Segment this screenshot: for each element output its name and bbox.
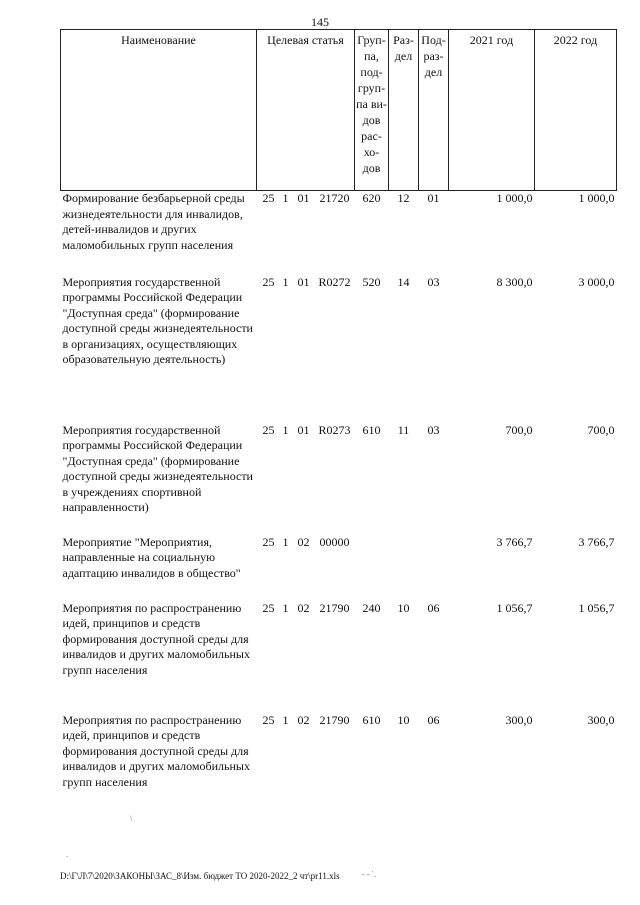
row-target-code [257, 601, 355, 713]
page-number: 145 [311, 15, 329, 29]
row-subsection [419, 535, 449, 601]
row-name: Мероприятия по распространению идей, принципов и средств формирования доступной среды для инвалидов и других маломобильных групп населения [62, 712, 250, 789]
code-direction: 21790 [319, 712, 350, 727]
code-event: 01 [297, 191, 310, 205]
row-subsection: 06 [427, 712, 440, 727]
row-name: Мероприятия по распространению идей, принципов и средств формирования доступной среды для инвалидов и других маломобильных групп населения [62, 600, 250, 677]
row-name: Мероприятие "Мероприятия, направленные на социальную адаптацию инвалидов в общество" [62, 534, 241, 580]
row-2022: 1 056,7 [578, 600, 615, 615]
row-group: 610 [362, 712, 381, 727]
row-target-code [257, 713, 355, 813]
table-row [61, 191, 617, 275]
table-row [61, 601, 617, 713]
code-direction: 21720 [319, 191, 350, 205]
row-2021: 300,0 [505, 712, 533, 727]
code-program: 25 [262, 191, 275, 205]
table-row [61, 423, 617, 535]
file-path-footer: D:\Г\Л\7\2020\ЗАКОНЫ\ЗАС_8\Изм. бюджет ТО 2020-2022_2 чт\pr11.xls [60, 871, 340, 881]
row-2021: 700,0 [505, 422, 533, 437]
row-2022: 1 000,0 [578, 191, 615, 205]
scan-speck: - - `. [362, 870, 376, 879]
header-subsection: Под-раз-дел [419, 30, 449, 191]
row-group: 610 [362, 422, 381, 437]
table-row [61, 275, 617, 423]
code-event: 02 [297, 534, 310, 549]
row-target-code [257, 423, 355, 535]
row-target-code [257, 535, 355, 601]
code-program: 25 [262, 600, 275, 615]
code-event: 01 [297, 274, 310, 289]
table-header-row [61, 30, 617, 191]
code-subprogram: 1 [282, 712, 289, 727]
header-year-2021: 2021 год [449, 30, 535, 191]
code-event: 01 [297, 422, 310, 437]
table-row [61, 535, 617, 601]
code-program: 25 [262, 534, 275, 549]
code-subprogram: 1 [282, 600, 289, 615]
row-2022: 3 766,7 [578, 534, 615, 549]
row-section [389, 535, 419, 601]
code-direction: R0273 [318, 422, 351, 437]
code-subprogram: 1 [282, 274, 289, 289]
header-name: Наименование [61, 30, 257, 191]
row-section: 14 [397, 274, 410, 289]
code-subprogram: 1 [282, 191, 289, 205]
row-name: Мероприятия государственной программы Российской Федерации "Доступная среда" (формирование доступной среды жизнедеятельности в организациях, осуществляющих образовательную деятельность) [62, 274, 253, 366]
row-section: 10 [397, 600, 410, 615]
scan-speck: . [66, 850, 68, 859]
row-2022: 700,0 [587, 422, 615, 437]
row-2022: 3 000,0 [578, 274, 615, 289]
code-program: 25 [262, 422, 275, 437]
row-subsection: 01 [427, 191, 440, 205]
row-subsection: 03 [427, 274, 440, 289]
row-section: 12 [397, 191, 410, 205]
code-program: 25 [262, 712, 275, 727]
row-2021: 8 300,0 [496, 274, 533, 289]
row-group: 620 [362, 191, 381, 205]
code-event: 02 [297, 712, 310, 727]
code-direction: 21790 [319, 600, 350, 615]
row-subsection: 03 [427, 422, 440, 437]
row-section: 11 [397, 422, 410, 437]
code-subprogram: 1 [282, 422, 289, 437]
row-2021: 1 000,0 [496, 191, 533, 205]
code-program: 25 [262, 274, 275, 289]
row-group: 240 [362, 600, 381, 615]
row-name: Формирование безбарьерной среды жизнедеятельности для инвалидов, детей-инвалидов и других маломобильных групп населения [62, 191, 245, 252]
row-name: Мероприятия государственной программы Российской Федерации "Доступная среда" (формирование доступной среды жизнедеятельности в учреждениях спортивной направленности) [62, 422, 253, 514]
row-group [355, 535, 389, 601]
header-section: Раз-дел [389, 30, 419, 191]
code-direction: R0272 [318, 274, 351, 289]
row-group: 520 [362, 274, 381, 289]
row-2022: 300,0 [587, 712, 615, 727]
header-year-2022: 2022 год [535, 30, 617, 191]
row-section: 10 [397, 712, 410, 727]
row-2021: 1 056,7 [496, 600, 533, 615]
header-group: Груп-па, под-груп-па ви-дов рас-хо-дов [355, 30, 389, 191]
header-target-article: Целевая статья [257, 30, 355, 191]
scan-speck: \ [130, 814, 133, 823]
table-row [61, 713, 617, 813]
row-target-code [257, 275, 355, 423]
code-subprogram: 1 [282, 534, 289, 549]
code-event: 02 [297, 600, 310, 615]
row-subsection: 06 [427, 600, 440, 615]
row-target-code [257, 191, 355, 275]
row-2021: 3 766,7 [496, 534, 533, 549]
budget-table [60, 29, 617, 813]
code-direction: 00000 [319, 534, 350, 549]
